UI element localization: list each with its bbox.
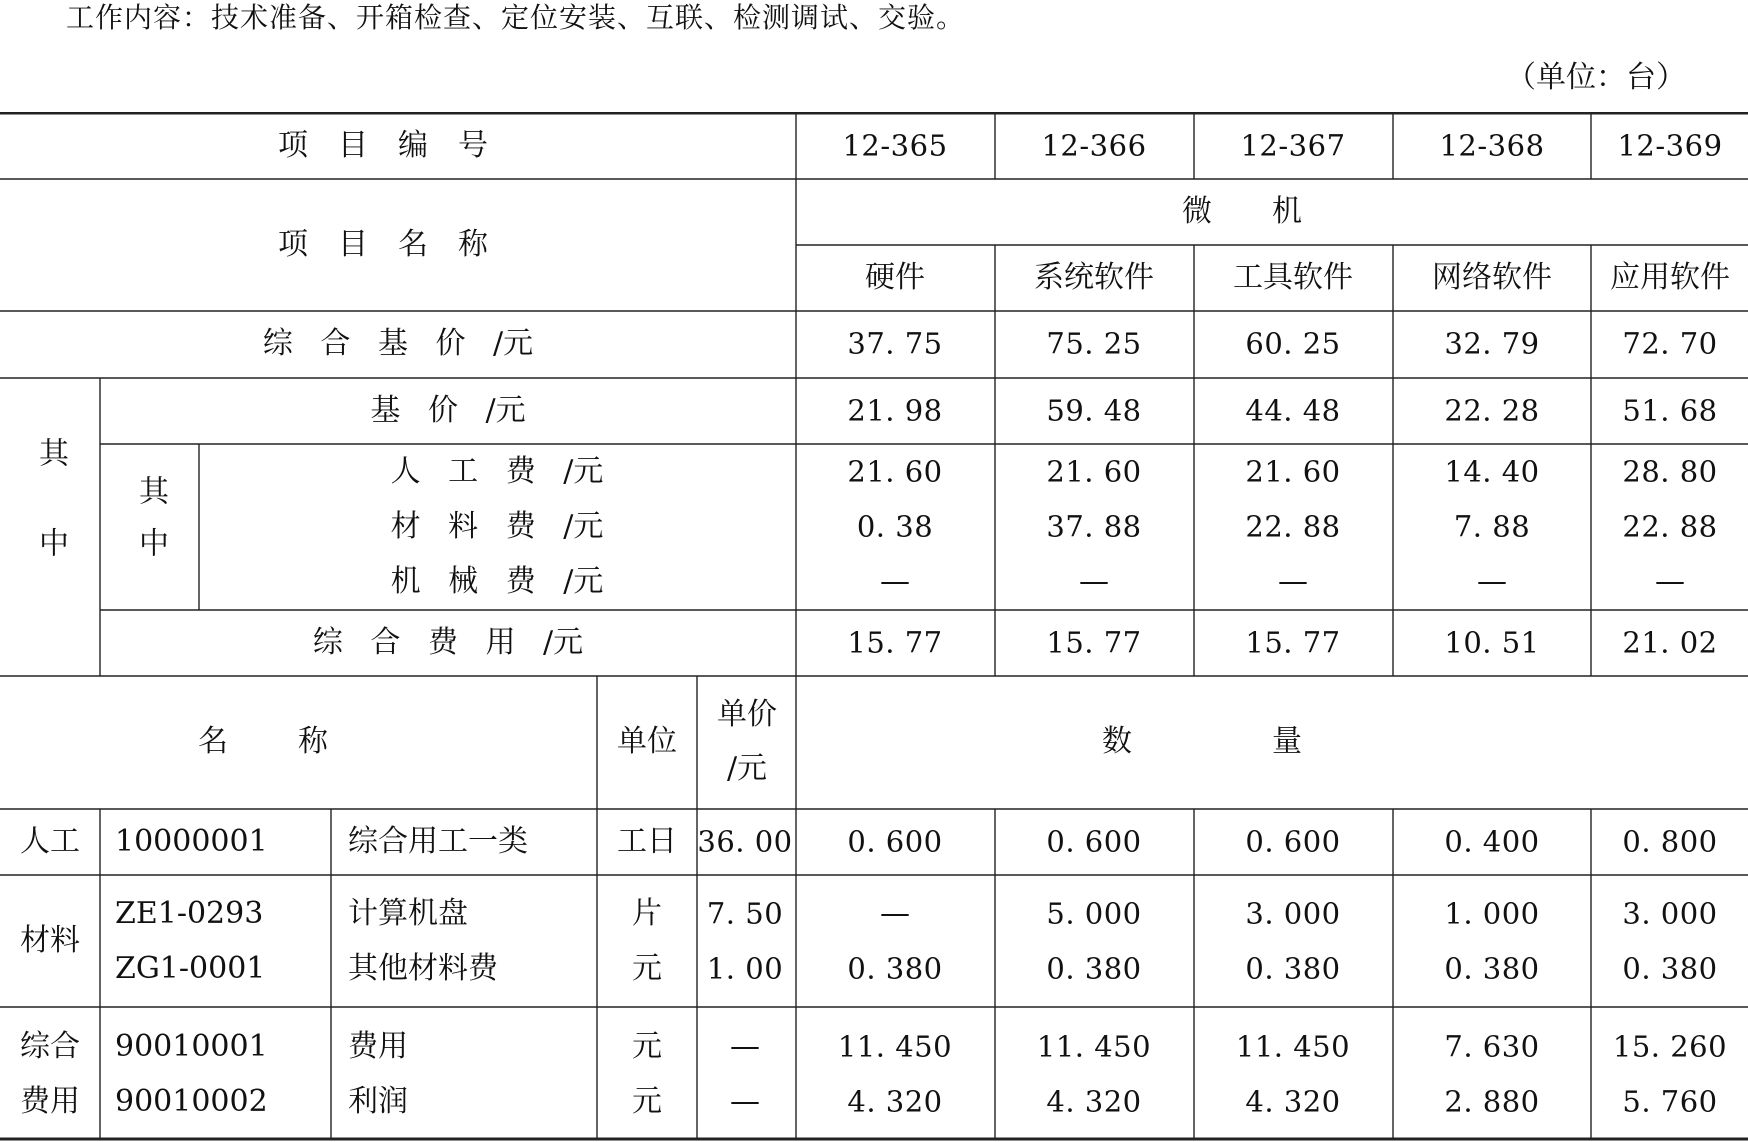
item-name: 硬件 [865,260,925,295]
code-cell: 12-367 [1240,128,1346,163]
code-cell: 12-368 [1439,128,1545,163]
unit-note: （单位：台） [1506,60,1686,95]
machine-cost-label: 机 械 费 /元 [390,564,604,599]
labor-cost-cell: 21. 60 [847,454,943,489]
detail-price-header-line2: /元 [726,751,768,786]
item-name: 应用软件 [1610,260,1730,295]
work-content-note: 工作内容：技术准备、开箱检查、定位安装、互联、检测调试、交验。 [66,1,966,34]
resource-name: 综合用工一类 [348,824,528,859]
quantity-cell: 3. 000 [1622,896,1718,931]
code-cell: 12-366 [1041,128,1147,163]
machine-cost-cell: — [1278,564,1308,599]
quantity-cell: 11. 450 [837,1029,953,1064]
quantity-cell: 5. 000 [1046,896,1142,931]
category-overhead-line1: 综合 [20,1029,80,1064]
quantity-cell: 1. 000 [1444,896,1540,931]
total-price-cell: 72. 70 [1622,326,1718,361]
quantity-cell: 5. 760 [1622,1084,1718,1119]
total-price-cell: 75. 25 [1046,326,1142,361]
resource-price: — [730,1029,760,1064]
resource-name: 费用 [348,1029,408,1064]
quantity-cell: 15. 260 [1612,1029,1728,1064]
labor-cost-cell: 21. 60 [1245,454,1341,489]
detail-price-header-line1: 单价 [717,697,777,732]
overhead-cost-cell: 10. 51 [1444,625,1540,660]
resource-unit: 元 [632,1029,662,1064]
base-price-cell: 21. 98 [847,393,943,428]
quantity-cell: 0. 600 [847,824,943,859]
quantity-cell: 0. 380 [1245,951,1341,986]
name-label: 项目名称 [278,227,518,262]
quantity-cell: 0. 380 [847,951,943,986]
machine-cost-cell: — [1079,564,1109,599]
group-label: 微机 [1182,194,1362,229]
quantity-cell: 4. 320 [1245,1084,1341,1119]
material-cost-cell: 7. 88 [1453,509,1531,544]
material-cost-cell: 37. 88 [1046,509,1142,544]
quantity-cell: 0. 800 [1622,824,1718,859]
resource-code: ZG1-0001 [115,951,266,986]
quantity-cell: 11. 450 [1235,1029,1351,1064]
code-cell: 12-369 [1617,128,1723,163]
material-cost-label: 材 料 费 /元 [390,509,604,544]
resource-code: 90010002 [115,1084,268,1119]
quantity-cell: 0. 600 [1245,824,1341,859]
quantity-cell: 0. 380 [1622,951,1718,986]
material-cost-cell: 22. 88 [1622,509,1718,544]
material-cost-cell: 0. 38 [856,509,934,544]
quantity-cell: 0. 600 [1046,824,1142,859]
resource-unit: 元 [632,1084,662,1119]
detail-unit-header: 单位 [617,724,677,759]
resource-name: 计算机盘 [348,896,468,931]
detail-quantity-header: 数量 [1102,724,1442,759]
resource-code: 10000001 [115,824,268,859]
base-price-label: 基 价 /元 [370,393,526,428]
code-label: 项目编号 [278,128,518,163]
item-name: 系统软件 [1034,260,1154,295]
base-price-cell: 44. 48 [1245,393,1341,428]
overhead-cost-label: 综 合 费 用 /元 [312,625,584,660]
total-price-cell: 32. 79 [1444,326,1540,361]
category-labor: 人工 [20,824,80,859]
of-which-inner-label: 其中 [133,475,168,579]
machine-cost-cell: — [1655,564,1685,599]
resource-unit: 元 [632,951,662,986]
item-name: 工具软件 [1233,260,1353,295]
code-cell: 12-365 [842,128,948,163]
quota-table [0,112,1748,1142]
quantity-cell: 0. 380 [1444,951,1540,986]
resource-name: 其他材料费 [348,951,498,986]
base-price-cell: 22. 28 [1444,393,1540,428]
quantity-cell: — [880,896,910,931]
quantity-cell: 3. 000 [1245,896,1341,931]
labor-cost-cell: 14. 40 [1444,454,1540,489]
resource-price: 7. 50 [706,896,784,931]
labor-cost-label: 人 工 费 /元 [390,454,604,489]
overhead-cost-cell: 21. 02 [1622,625,1718,660]
base-price-cell: 59. 48 [1046,393,1142,428]
total-price-cell: 37. 75 [847,326,943,361]
resource-price: — [730,1084,760,1119]
quantity-cell: 4. 320 [847,1084,943,1119]
category-overhead-line2: 费用 [20,1084,80,1119]
resource-code: ZE1-0293 [115,896,264,931]
resource-price: 36. 00 [697,824,793,859]
total-price-cell: 60. 25 [1245,326,1341,361]
machine-cost-cell: — [1477,564,1507,599]
detail-name-header: 名称 [198,724,398,759]
total-price-label: 综 合 基 价 /元 [262,326,534,361]
resource-unit: 工日 [617,824,677,859]
overhead-cost-cell: 15. 77 [1046,625,1142,660]
overhead-cost-cell: 15. 77 [1245,625,1341,660]
of-which-outer-label: 其中 [33,437,68,617]
overhead-cost-cell: 15. 77 [847,625,943,660]
quantity-cell: 7. 630 [1444,1029,1540,1064]
quantity-cell: 11. 450 [1036,1029,1152,1064]
resource-price: 1. 00 [706,951,784,986]
material-cost-cell: 22. 88 [1245,509,1341,544]
base-price-cell: 51. 68 [1622,393,1718,428]
resource-unit: 片 [632,896,662,931]
quantity-cell: 4. 320 [1046,1084,1142,1119]
labor-cost-cell: 28. 80 [1622,454,1718,489]
quantity-cell: 0. 400 [1444,824,1540,859]
category-material: 材料 [20,923,80,958]
machine-cost-cell: — [880,564,910,599]
item-name: 网络软件 [1432,260,1552,295]
resource-code: 90010001 [115,1029,268,1064]
quantity-cell: 2. 880 [1444,1084,1540,1119]
labor-cost-cell: 21. 60 [1046,454,1142,489]
quantity-cell: 0. 380 [1046,951,1142,986]
resource-name: 利润 [348,1084,408,1119]
